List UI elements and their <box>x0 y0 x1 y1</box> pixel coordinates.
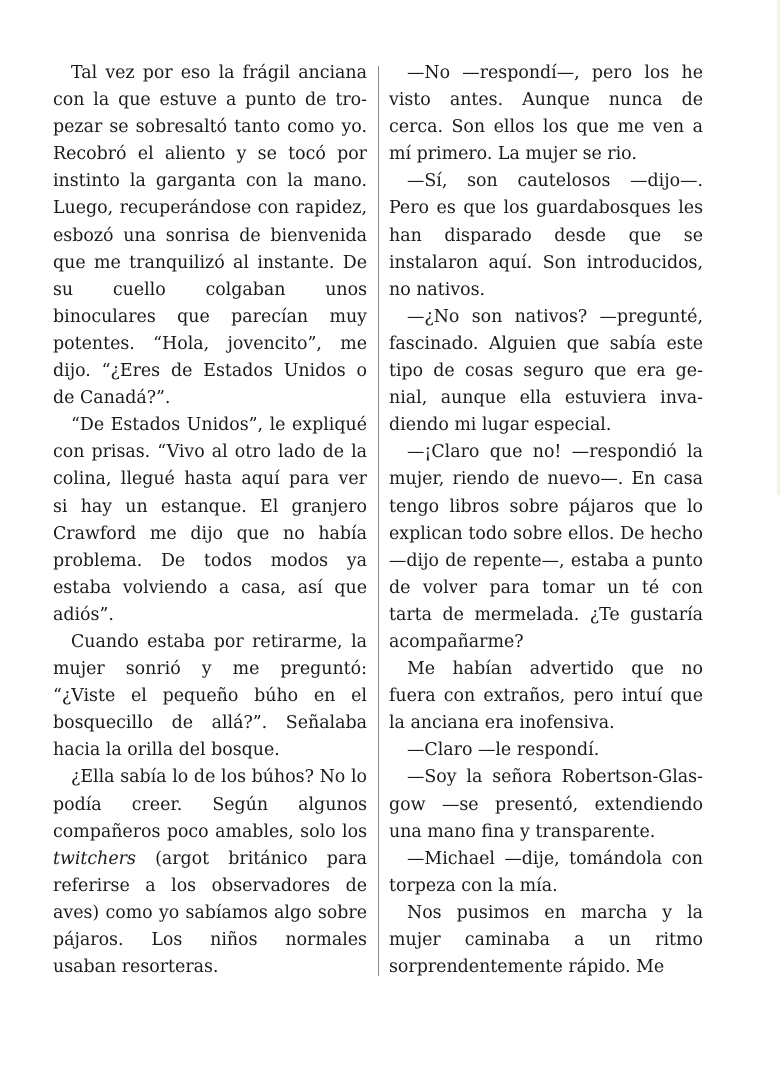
paragraph: —Michael —dije, tomándola con torpeza con la mía. <box>389 848 703 896</box>
paragraph: Nos pusimos en marcha y la mujer caminaba a un ritmo sorprendentemente rápido. Me <box>389 902 703 978</box>
paragraph-text: (argot británico para referirse a los observadores de aves) como yo sabíamos algo sobre pájaros. Los niños normales usaban resorteras. <box>53 848 367 978</box>
paragraph: “De Estados Unidos”, le expliqué con prisas. “Vivo al otro lado de la colina, llegué hasta aquí para ver si hay un estanque. El granjero Crawford me dijo que no había problema. De todos modos ya estaba volviendo a casa, así que adiós”. <box>53 415 367 625</box>
paragraph: —¿No son nativos? —pregunté, fascinado. Alguien que sabía este tipo de cosas seguro que era genial, aunque ella estuviera invadiendo mi lugar especial. <box>389 306 703 436</box>
page-edge-mark <box>776 0 780 495</box>
italic-term: twitchers <box>53 848 136 869</box>
paragraph: —No —respondí—, pero los he visto antes. Aunque nunca de cerca. Son ellos los que me ven a mí primero. La mujer se rio. <box>389 63 703 165</box>
paragraph: Cuando estaba por retirarme, la mujer sonrió y me preguntó: “¿Viste el pequeño búho en el bosquecillo de allá?”. Señalaba hacia la orilla del bosque. <box>53 631 367 761</box>
column-divider <box>378 66 379 976</box>
paragraph: —Sí, son cautelosos —dijo—. Pero es que los guardabosques les han disparado desde que se instalaron aquí. Son introducidos, no nativos. <box>389 171 703 300</box>
paragraph: —Claro —le respondí. <box>407 740 600 761</box>
paragraph: Me habían advertido que no fuera con extraños, pero intuí que la anciana era inofensiva. <box>389 659 703 734</box>
paragraph: Tal vez por eso la frágil anciana con la que estuve a punto de tropezar se sobresaltó tanto como yo. Recobró el aliento y se tocó por instinto la garganta con la mano. Luego, recuperándose con rapidez, esbozó una sonrisa de bienvenida que me tranquilizó al instante. De su cuello colgaban unos binoculares que parecían muy potentes. “Hola, jovencito”, me dijo. “¿Eres de Estados Unidos o de Canadá?”. <box>53 63 367 409</box>
left-column <box>53 60 367 981</box>
paragraph <box>53 764 367 981</box>
right-column <box>389 60 703 981</box>
paragraph: —Soy la señora Robertson-Glasgow —se presentó, extendiendo una mano fina y transparente. <box>389 767 703 842</box>
paragraph-text: ¿Ella sabía lo de los búhos? No lo podía creer. Según algunos compañeros poco amables, solo los <box>53 767 367 842</box>
paragraph: —¡Claro que no! —respondió la mujer, riendo de nuevo—. En casa tengo libros sobre pájaros que lo explican todo sobre ellos. De hecho —dijo de repente—, estaba a punto de volver para tomar un té con tarta de mermelada. ¿Te gustaría acompañarme? <box>389 442 703 652</box>
